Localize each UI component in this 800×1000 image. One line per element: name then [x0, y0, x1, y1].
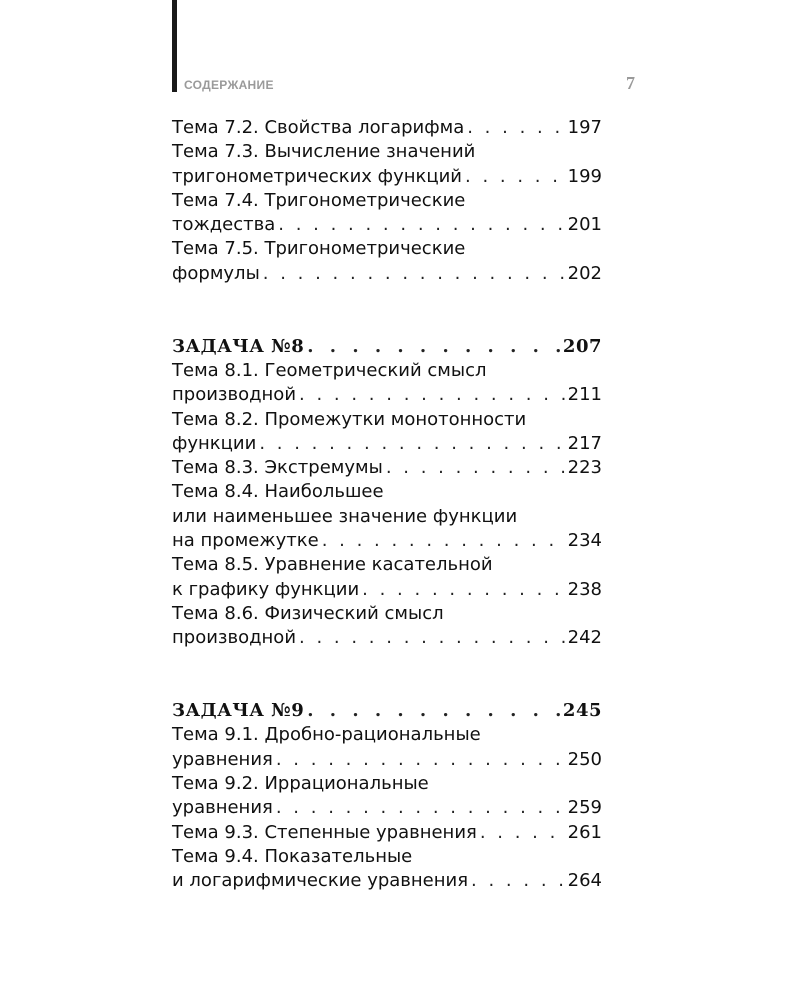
entry-page: 238 [567, 578, 602, 600]
entry-page: 197 [567, 117, 602, 138]
toc-entry[interactable] [172, 213, 602, 237]
entry-title: Тема 9.3. Степенные уравнения [172, 821, 477, 843]
chapter-page: 245 [562, 700, 602, 722]
leader-dots [299, 626, 565, 650]
entry-title: Тема 8.2. Промежутки монотонности [172, 408, 527, 430]
entry-title-cont: на промежутке [172, 530, 319, 552]
toc-entry[interactable] [172, 578, 602, 602]
section-gap [172, 286, 602, 335]
leader-dots [465, 165, 565, 189]
chapter-title: ЗАДАЧА №9 [172, 700, 305, 722]
header-rule-bar [172, 0, 177, 92]
toc-entry-line[interactable] [172, 480, 602, 504]
entry-page: 217 [567, 432, 602, 454]
toc-entry-line[interactable] [172, 772, 602, 796]
toc-entry-line[interactable] [172, 408, 602, 432]
entry-page: 242 [567, 627, 602, 649]
toc-entry[interactable] [172, 383, 602, 407]
leader-dots [263, 262, 565, 286]
leader-dots [307, 335, 560, 359]
entry-title-cont: к графику функции [172, 578, 360, 600]
chapter-heading[interactable] [172, 335, 602, 359]
entry-title-cont: уравнения [172, 748, 273, 770]
running-head: СОДЕРЖАНИЕ [184, 78, 274, 92]
leader-dots [362, 578, 564, 602]
chapter-title: ЗАДАЧА №8 [172, 335, 305, 357]
entry-title: Тема 9.4. Показательные [172, 845, 413, 867]
toc-entry[interactable] [172, 796, 602, 820]
leader-dots [467, 116, 564, 140]
toc-entry-line[interactable] [172, 237, 602, 261]
entry-title-cont: тождества [172, 214, 276, 236]
entry-page: 259 [567, 797, 602, 819]
toc-entry[interactable] [172, 116, 602, 140]
entry-title: Тема 7.3. Вычисление значений [172, 141, 476, 163]
entry-title: Тема 8.5. Уравнение касательной [172, 554, 493, 576]
entry-title: Тема 9.2. Иррациональные [172, 773, 429, 795]
entry-title: Тема 8.1. Геометрический смысл [172, 359, 487, 381]
toc-entry[interactable] [172, 869, 602, 893]
entry-page: 261 [567, 821, 602, 843]
toc-entry-line[interactable] [172, 553, 602, 577]
entry-title-cont: формулы [172, 262, 260, 284]
entry-title: Тема 8.6. Физический смысл [172, 602, 444, 624]
leader-dots [471, 869, 565, 893]
entry-title-cont: производной [172, 384, 297, 406]
toc-entry[interactable] [172, 456, 602, 480]
entry-title-cont: функции [172, 432, 257, 454]
leader-dots [299, 383, 565, 407]
leader-dots [259, 432, 564, 456]
toc-entry[interactable] [172, 165, 602, 189]
entry-page: 250 [567, 748, 602, 770]
entry-title: Тема 7.2. Свойства логарифма [172, 117, 465, 138]
chapter-heading[interactable] [172, 699, 602, 723]
toc-entry[interactable] [172, 748, 602, 772]
toc-entry-line[interactable] [172, 723, 602, 747]
toc-entry[interactable] [172, 821, 602, 845]
entry-page: 202 [567, 262, 602, 284]
entry-page: 211 [567, 384, 602, 406]
leader-dots [276, 796, 565, 820]
toc-entry-line[interactable] [172, 602, 602, 626]
entry-title-cont: или наименьшее значение функции [172, 505, 518, 527]
entry-title: Тема 8.4. Наибольшее [172, 481, 384, 503]
toc-entry[interactable] [172, 529, 602, 553]
toc-entry[interactable] [172, 262, 602, 286]
entry-page: 199 [567, 165, 602, 187]
entry-title-cont: тригонометрических функций [172, 165, 463, 187]
chapter-page: 207 [562, 335, 602, 357]
entry-page: 234 [567, 530, 602, 552]
toc-entry-line[interactable] [172, 140, 602, 164]
toc-entry[interactable] [172, 626, 602, 650]
toc-entry-line[interactable] [172, 845, 602, 869]
toc-entry[interactable] [172, 432, 602, 456]
entry-title: Тема 9.1. Дробно-рациональные [172, 724, 481, 746]
leader-dots [480, 821, 565, 845]
entry-page: 223 [567, 457, 602, 479]
toc-entry-line[interactable] [172, 189, 602, 213]
entry-title-cont: уравнения [172, 797, 273, 819]
entry-page: 201 [567, 214, 602, 236]
leader-dots [278, 213, 564, 237]
toc-entry-line[interactable] [172, 359, 602, 383]
leader-dots [276, 748, 565, 772]
entry-page: 264 [567, 870, 602, 892]
entry-title: Тема 8.3. Экстремумы [172, 457, 383, 479]
leader-dots [307, 699, 560, 723]
leader-dots [322, 529, 565, 553]
page-number: 7 [626, 73, 635, 93]
table-of-contents [172, 116, 602, 894]
toc-entry-line[interactable] [172, 505, 602, 529]
section-gap [172, 651, 602, 700]
entry-title: Тема 7.4. Тригонометрические [172, 189, 466, 211]
entry-title-cont: производной [172, 627, 297, 649]
entry-title-cont: и логарифмические уравнения [172, 870, 469, 892]
leader-dots [386, 456, 565, 480]
entry-title: Тема 7.5. Тригонометрические [172, 238, 466, 260]
